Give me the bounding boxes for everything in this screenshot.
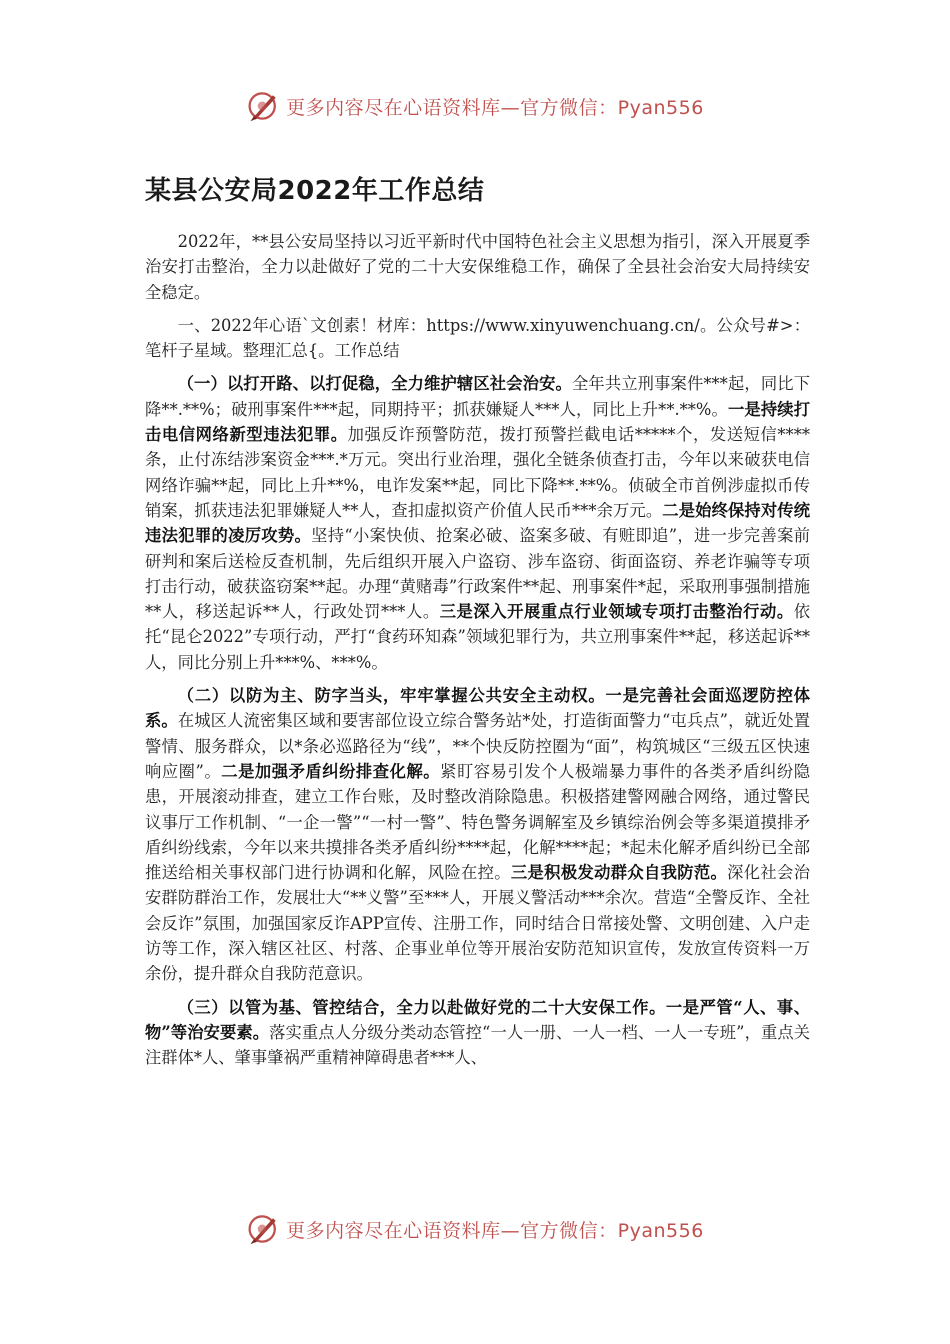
paragraph-list (145, 229, 810, 1071)
text-run: 一、2022年心语`文创素！材库：https://www.xinyuwenchuang.cn/。公众号#>：笔杆子星域。整理汇总{。工作总结 (145, 315, 810, 361)
text-run: 在城区人流密集区域和要害部位设立综合警务站*处，打造街面警力“屯兵点”，就近处置警情、服务群众，以*条必巡路径为“线”，**个快反防控圈为“面”，构筑城区“三级五区快速响应圈”。 (145, 711, 810, 781)
text-run: 加强反诈预警防范，拨打预警拦截电话*****个，发送短信****条，止付冻结涉案资金***.*万元。突出行业治理，强化全链条侦查打击，今年以来破获电信网络诈骗**起，同比上升**%，电诈发案**起，同比下降**.**%。侦破全市首例涉虚拟币传销案，抓获违法犯罪嫌疑人**人，查扣虚拟资产价值人民币***余万元。 (145, 425, 810, 520)
paragraph (145, 683, 810, 987)
watermark-text: 更多内容尽在心语资料库—官方微信：Pyan556 (286, 96, 704, 119)
bold-run: 三是深入开展重点行业领域专项打击整治行动。 (439, 602, 794, 622)
text-run: 落实重点人分级分类动态管控“一人一册、一人一档、一人一专班”，重点关注群体*人、肇事肇祸严重精神障碍患者***人、 (145, 1022, 810, 1068)
text-run: 坚持“小案快侦、抢案必破、盗案多破、有赃即追”，进一步完善案前研判和案后送检反查机制，先后组织开展入户盗窃、涉车盗窃、街面盗窃、养老诈骗等专项打击行动，破获盗窃案**起。办理“黄赌毒”行政案件**起、刑事案件*起，采取刑事强制措施**人，移送起诉**人，行政处罚***人。 (145, 526, 810, 622)
text-run: 2022年，**县公安局坚持以习近平新时代中国特色社会主义思想为指引，深入开展夏季治安打击整治，全力以赴做好了党的二十大安保维稳工作，确保了全县社会治安大局持续安全稳定。 (145, 232, 810, 302)
paragraph (145, 229, 810, 305)
text-run: 全年共立刑事案件***起，同比下降**.**%；破刑事案件***起，同期持平；抓获嫌疑人***人，同比上升**.**%。 (145, 374, 810, 419)
watermark-text: 更多内容尽在心语资料库—官方微信：Pyan556 (286, 1219, 704, 1242)
bold-run: 二是加强矛盾纠纷排查化解。 (221, 761, 441, 781)
bold-run: 三是积极发动群众自我防范。 (510, 863, 728, 883)
bold-run: 一是持续打击电信网络新型违法犯罪。 (145, 399, 810, 445)
bold-run: 二是始终保持对传统违法犯罪的凌厉攻势。 (145, 500, 810, 546)
bold-run: （一）以打开路、以打促稳，全力维护辖区社会治安。 (177, 374, 572, 394)
document-body (145, 170, 810, 1079)
paragraph (145, 313, 810, 364)
pen-brush-logo-icon (246, 1211, 282, 1247)
pen-brush-logo-icon (246, 88, 282, 124)
paragraph (145, 995, 810, 1071)
bold-run: （二）以防为主、防字当头，牢牢掌握公共安全主动权。一是完善社会面巡逻防控体系。 (145, 686, 810, 731)
text-run: 深化社会治安群防群治工作，发展壮大“**义警”至***人，开展义警活动***余次。营造“全警反诈、全社会反诈”氛围，加强国家反诈APP宣传、注册工作，同时结合日常接处警、文明创建、入户走访等工作，深入辖区社区、村落、企事业单位等开展治安防范知识宣传，发放宣传资料一万余份，提升群众自我防范意识。 (145, 863, 810, 984)
footer-watermark (0, 1209, 950, 1249)
document-title: 某县公安局2022年工作总结 (145, 176, 485, 206)
text-run: 依托“昆仑2022”专项行动，严打“食药环知森”领域犯罪行为，共立刑事案件**起，移送起诉**人，同比分别上升***%、***%。 (145, 602, 810, 672)
paragraph (145, 371, 810, 675)
bold-run: （三）以管为基、管控结合，全力以赴做好党的二十大安保工作。一是严管“人、事、物”等治安要素。 (145, 997, 810, 1042)
text-run: 紧盯容易引发个人极端暴力事件的各类矛盾纠纷隐患，开展滚动排查，建立工作台账，及时整改消除隐患。积极搭建警网融合网络，通过警民议事厅工作机制、“一企一警”“一村一警”、特色警务调解室及乡镇综治例会等多渠道摸排矛盾纠纷线索，今年以来共摸排各类矛盾纠纷****起，化解****起；*起未化解矛盾纠纷已全部推送给相关事权部门进行协调和化解，风险在控。 (145, 761, 810, 883)
header-watermark (0, 86, 950, 126)
